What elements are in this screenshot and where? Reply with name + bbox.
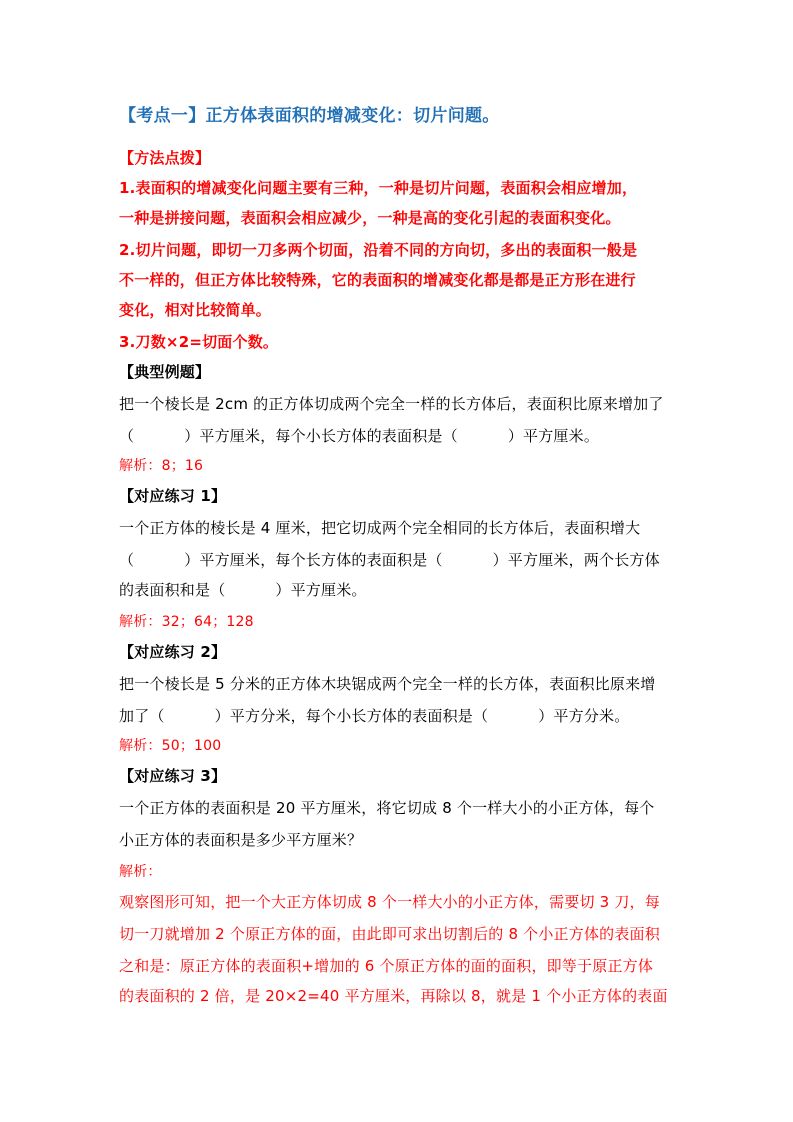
method-line: 1.表面积的增减变化问题主要有三种，一种是切片问题，表面积会相应增加， <box>119 179 638 197</box>
method-line: 一种是拼接问题，表面积会相应减少，一种是高的变化引起的表面积变化。 <box>119 209 621 227</box>
text-fragment: ）平方厘米。 <box>507 427 600 445</box>
section-title: 【考点一】正方体表面积的增减变化：切片问题。 <box>119 106 500 126</box>
text-fragment: 的表面积和是（ <box>119 581 226 599</box>
text-fragment: ）平方厘米，每个小长方体的表面积是（ <box>184 427 458 445</box>
practice3-answer-label: 解析： <box>119 864 162 880</box>
practice3-heading: 【对应练习 3】 <box>119 767 227 785</box>
example-answer: 解析：8；16 <box>119 458 204 474</box>
practice1-heading: 【对应练习 1】 <box>119 487 227 505</box>
example-question-line-2 <box>119 426 599 446</box>
practice3-solution-line: 观察图形可知，把一个大正方体切成 8 个一样大小的小正方体，需要切 3 刀，每 <box>119 893 660 911</box>
text-fragment: ）平方厘米，两个长方体 <box>492 551 660 569</box>
text-fragment: 加了（ <box>119 707 165 725</box>
method-line: 3.刀数×2=切面个数。 <box>119 333 279 351</box>
text-fragment: ）平方厘米，每个长方体的表面积是（ <box>184 551 443 569</box>
practice3-question-line: 一个正方体的表面积是 20 平方厘米，将它切成 8 个一样大小的小正方体，每个 <box>119 799 655 817</box>
method-line: 变化，相对比较简单。 <box>119 301 272 319</box>
practice1-answer: 解析：32；64；128 <box>119 614 254 630</box>
example-question-line: 把一个棱长是 2cm 的正方体切成两个完全一样的长方体后，表面积比原来增加了 <box>119 395 664 413</box>
text-fragment: ）平方分米，每个小长方体的表面积是（ <box>214 707 489 725</box>
practice3-solution-line: 的表面积的 2 倍，是 20×2=40 平方厘米，再除以 8，就是 1 个小正方体的表面 <box>119 987 668 1005</box>
practice1-question-line-2 <box>119 550 660 570</box>
example-heading: 【典型例题】 <box>119 363 211 381</box>
text-fragment: ）平方分米。 <box>538 707 630 725</box>
practice2-answer: 解析：50；100 <box>119 738 222 754</box>
text-fragment: （ <box>119 427 135 445</box>
text-fragment: （ <box>119 551 135 569</box>
practice2-question-line-2 <box>119 706 629 726</box>
method-line: 不一样的，但正方体比较特殊，它的表面积的增减变化都是都是正方形在进行 <box>119 271 636 289</box>
practice2-question-line: 把一个棱长是 5 分米的正方体木块锯成两个完全一样的长方体，表面积比原来增 <box>119 675 656 693</box>
text-fragment: ）平方厘米。 <box>275 581 367 599</box>
method-heading: 【方法点拨】 <box>119 149 211 167</box>
practice3-question-line-2: 小正方体的表面积是多少平方厘米？ <box>119 831 363 849</box>
practice3-solution-line: 切一刀就增加 2 个原正方体的面，由此即可求出切割后的 8 个小正方体的表面积 <box>119 925 660 943</box>
practice2-heading: 【对应练习 2】 <box>119 643 227 661</box>
practice3-solution-line: 之和是：原正方体的表面积+增加的 6 个原正方体的面的面积，即等于原正方体 <box>119 957 654 975</box>
method-line: 2.切片问题，即切一刀多两个切面，沿着不同的方向切，多出的表面积一般是 <box>119 241 638 259</box>
practice1-question-line: 一个正方体的棱长是 4 厘米，把它切成两个完全相同的长方体后，表面积增大 <box>119 519 641 537</box>
practice1-question-line-3 <box>119 580 367 600</box>
